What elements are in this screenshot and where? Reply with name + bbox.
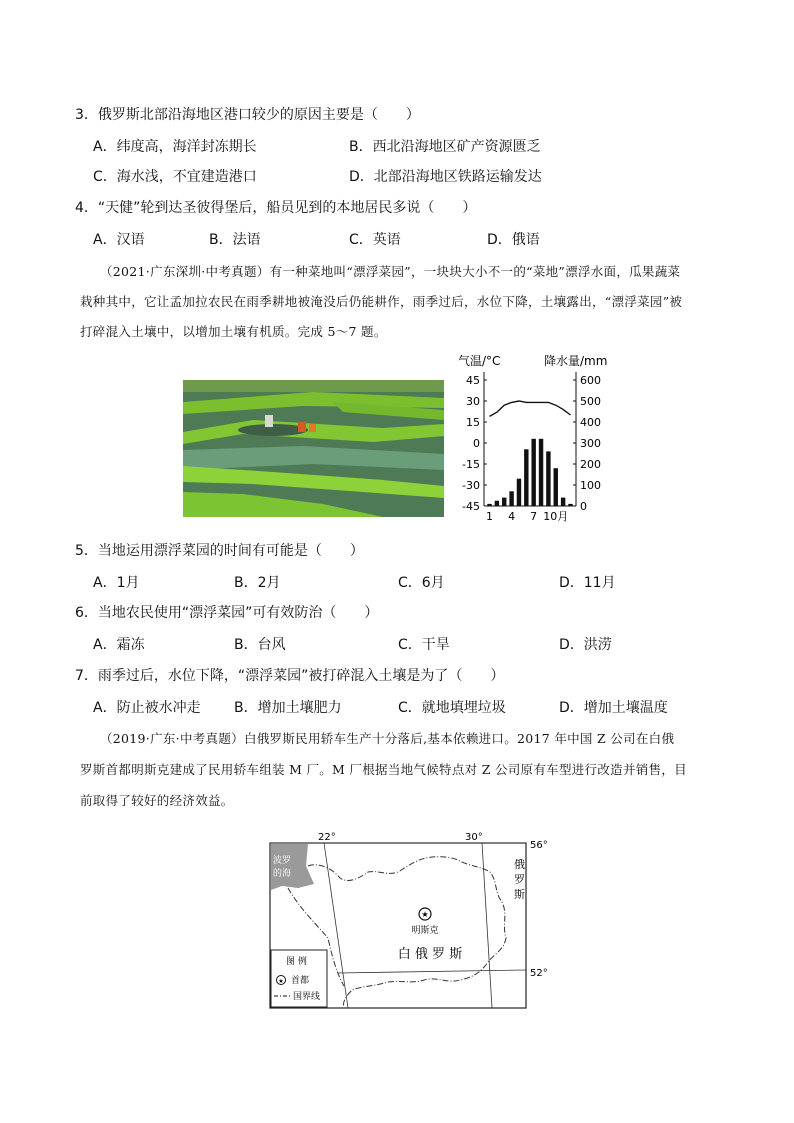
q6-option-b: B．台风	[234, 637, 286, 653]
neighbor-label-3: 斯	[514, 888, 525, 901]
precip-bar	[502, 498, 506, 506]
temp-tick-label: 45	[466, 374, 480, 387]
q6-stem: 6．当地农民使用“漂浮菜园”可有效防治（ ）	[75, 605, 379, 621]
passage2-line-2: 罗斯首都明斯克建成了民用轿车组装 M 厂。M 厂根据当地气候特点对 Z 公司原有车型进行改造并销售，目	[80, 762, 687, 777]
floating-garden-photo	[183, 380, 444, 517]
precip-bar	[509, 491, 513, 506]
precip-bar	[561, 498, 565, 506]
climate-chart-svg	[452, 352, 612, 527]
precip-tick-label: 100	[580, 479, 601, 492]
q5-stem: 5．当地运用漂浮菜园的时间有可能是（ ）	[75, 543, 364, 559]
capital-star-icon: ★	[421, 910, 429, 919]
q4-option-d: D．俄语	[487, 232, 540, 248]
legend-capital-label: 首都	[291, 976, 310, 986]
precip-tick-label: 0	[580, 500, 587, 513]
passage2-line-3: 前取得了较好的经济效益。	[80, 793, 234, 808]
passage2-line-1: （2019·广东·中考真题）白俄罗斯民用轿车生产十分落后,基本依赖进口。2017 年中国 Z 公司在白俄	[100, 731, 675, 746]
q7-option-c: C．就地填埋垃圾	[398, 700, 506, 716]
month-tick-label: 4	[508, 510, 516, 523]
month-tick-label: 10月	[543, 510, 569, 523]
precip-bar	[517, 479, 521, 506]
q6-option-c: C．干旱	[398, 637, 450, 653]
country-label: 白 俄 罗 斯	[397, 947, 463, 962]
q7-option-a: A．防止被水冲走	[93, 700, 201, 716]
neighbor-label-1: 俄	[514, 858, 525, 871]
lon-left-label: 22°	[318, 832, 336, 843]
temp-tick-label: -15	[462, 458, 480, 471]
precip-tick-label: 500	[580, 395, 601, 408]
q4-option-c: C．英语	[349, 232, 401, 248]
q3-option-d: D．北部沿海地区铁路运输发达	[349, 169, 542, 185]
temp-tick-label: 30	[466, 395, 480, 408]
q5-option-c: C．6月	[398, 575, 445, 591]
temp-tick-label: 0	[473, 437, 480, 450]
precip-bar	[554, 468, 558, 506]
q6-option-a: A．霜冻	[93, 637, 145, 653]
precip-bar	[524, 449, 528, 506]
belarus-map	[258, 826, 558, 1014]
precip-bar	[487, 504, 491, 506]
passage1-line-3: 打碎混入土壤中，以增加土壤有机质。完成 5～7 题。	[80, 324, 387, 339]
q6-option-d: D．洪涝	[559, 637, 612, 653]
q7-option-b: B．增加土壤肥力	[234, 700, 342, 716]
month-tick-label: 1	[486, 510, 494, 523]
legend-star-icon: ★	[278, 978, 284, 985]
passage1-line-2: 栽种其中，它让孟加拉农民在雨季耕地被淹没后仍能耕作，雨季过后，水位下降，土壤露出，“漂浮菜园”被	[80, 294, 683, 309]
temp-tick-label: -30	[462, 479, 480, 492]
precip-bar	[568, 504, 572, 506]
q5-option-a: A．1月	[93, 575, 140, 591]
temp-axis-label: 气温/°C	[458, 354, 501, 368]
legend-border-label: 国界线	[293, 992, 321, 1002]
legend-title: 图 例	[286, 957, 307, 967]
precip-bar	[539, 439, 543, 506]
q3-option-c: C．海水浅，不宜建造港口	[93, 169, 257, 185]
q3-option-a: A．纬度高，海洋封冻期长	[93, 139, 257, 155]
month-tick-label: 7	[530, 510, 538, 523]
lat-bottom-label: 52°	[530, 968, 548, 979]
precip-tick-label: 300	[580, 437, 601, 450]
lon-right-label: 30°	[465, 832, 483, 843]
q7-stem: 7．雨季过后，水位下降，“漂浮菜园”被打碎混入土壤是为了（ ）	[75, 668, 505, 684]
lat-top-label: 56°	[530, 840, 548, 851]
sea-label-line-2: 的海	[273, 869, 292, 879]
q4-option-a: A．汉语	[93, 232, 145, 248]
q5-option-b: B．2月	[234, 575, 281, 591]
q4-stem: 4．“天健”轮到达圣彼得堡后，船员见到的本地居民多说（ ）	[75, 200, 477, 216]
precip-tick-label: 200	[580, 458, 601, 471]
precip-bar	[546, 451, 550, 506]
precip-tick-label: 400	[580, 416, 601, 429]
precip-tick-label: 600	[580, 374, 601, 387]
precip-axis-label: 降水量/mm	[544, 354, 608, 368]
temperature-line	[490, 401, 571, 416]
sea-label-line-1: 波罗	[273, 856, 292, 866]
temp-tick-label: 15	[466, 416, 480, 429]
climate-chart	[452, 352, 612, 527]
q3-option-b: B．西北沿海地区矿产资源匮乏	[349, 139, 541, 155]
q5-option-d: D．11月	[559, 575, 616, 591]
passage1-line-1: （2021·广东深圳·中考真题）有一种菜地叫“漂浮菜园”，一块块大小不一的“菜地”漂浮水面，瓜果蔬菜	[100, 264, 681, 279]
capital-label: 明斯克	[411, 926, 439, 936]
q4-option-b: B．法语	[209, 232, 261, 248]
q3-stem: 3．俄罗斯北部沿海地区港口较少的原因主要是（ ）	[75, 107, 420, 123]
neighbor-label-2: 罗	[514, 873, 525, 886]
precip-bar	[531, 439, 535, 506]
temp-tick-label: -45	[462, 500, 480, 513]
precip-bar	[495, 501, 499, 506]
q7-option-d: D．增加土壤温度	[559, 700, 668, 716]
